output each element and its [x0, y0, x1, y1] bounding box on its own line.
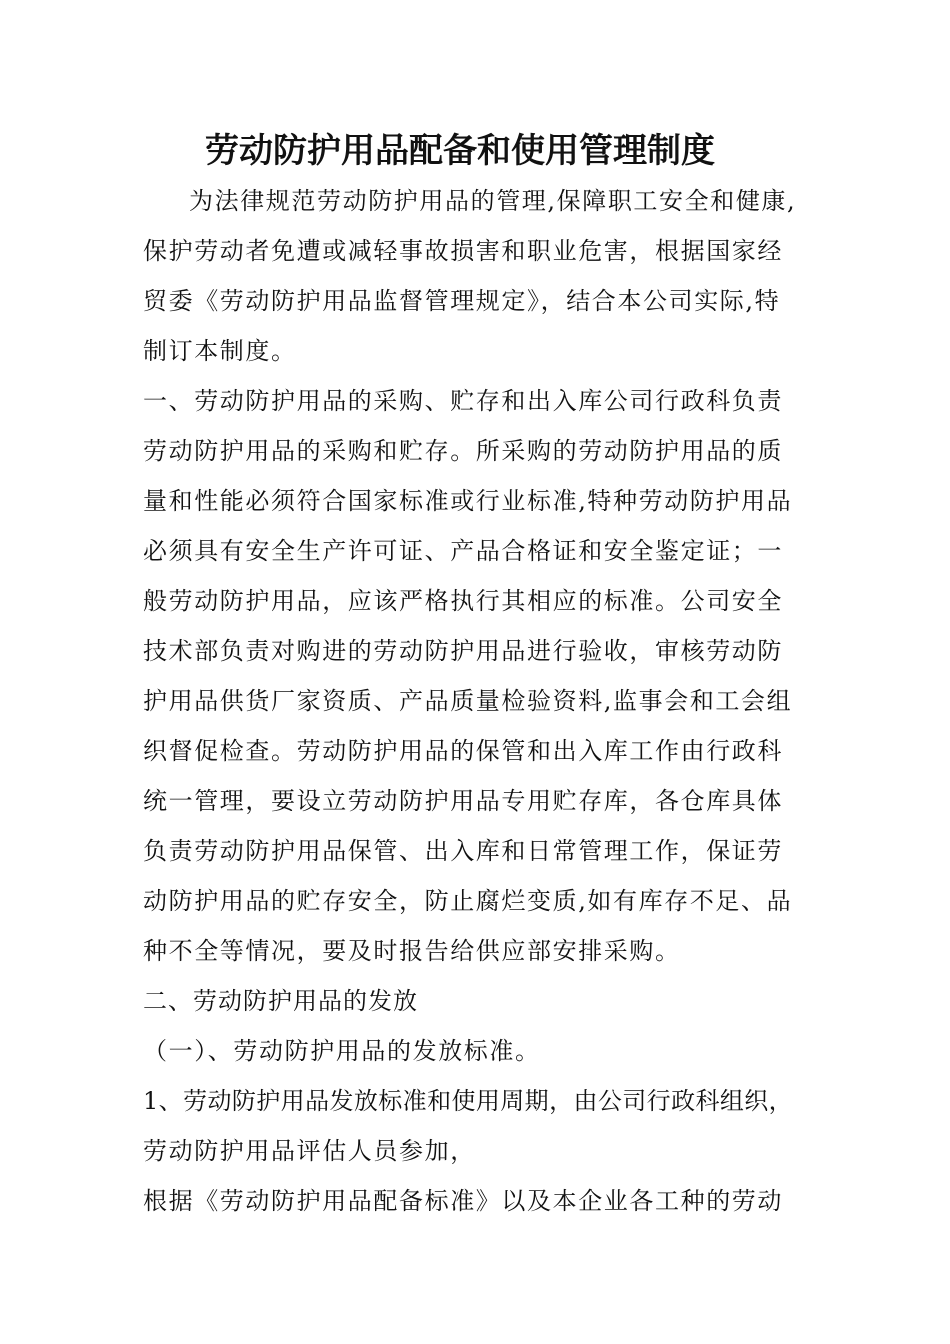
- paragraph-line: 制订本制度。: [143, 337, 297, 365]
- paragraph-line: 保护劳动者免遭或减轻事故损害和职业危害，根据国家经: [143, 237, 783, 265]
- paragraph-line: 种不全等情况，要及时报告给供应部安排采购。: [143, 937, 681, 965]
- paragraph-line: 护用品供货厂家资质、产品质量检验资料,监事会和工会组: [143, 687, 793, 715]
- paragraph-line: 技术部负责对购进的劳动防护用品进行验收，审核劳动防: [143, 637, 783, 665]
- paragraph-line: 织督促检查。劳动防护用品的保管和出入库工作由行政科: [143, 737, 783, 765]
- paragraph-line: 量和性能必须符合国家标准或行业标准,特种劳动防护用品: [143, 487, 793, 515]
- section-heading-line: 二、劳动防护用品的发放: [143, 987, 418, 1015]
- paragraph-line: 负责劳动防护用品保管、出入库和日常管理工作，保证劳: [143, 837, 783, 865]
- list-item-line: 1、劳动防护用品发放标准和使用周期，由公司行政科组织，: [143, 1087, 794, 1115]
- document-body: [143, 176, 823, 1226]
- paragraph-line: 贸委《劳动防护用品监督管理规定》，结合本公司实际,特: [143, 287, 781, 315]
- paragraph-line: 统一管理，要设立劳动防护用品专用贮存库，各仓库具体: [143, 787, 783, 815]
- paragraph-line: 根据《劳动防护用品配备标准》以及本企业各工种的劳动: [143, 1187, 783, 1215]
- paragraph-line: 般劳动防护用品，应该严格执行其相应的标准。公司安全: [143, 587, 783, 615]
- document-title: 劳动防护用品配备和使用管理制度: [205, 131, 715, 171]
- section-heading-line: 一、劳动防护用品的采购、贮存和出入库公司行政科负责: [143, 387, 783, 415]
- paragraph-line: 为法律规范劳动防护用品的管理,保障职工安全和健康,: [189, 187, 797, 215]
- paragraph-line: 劳动防护用品评估人员参加，: [143, 1137, 476, 1165]
- paragraph-line: 劳动防护用品的采购和贮存。所采购的劳动防护用品的质: [143, 437, 783, 465]
- paragraph-line: 动防护用品的贮存安全，防止腐烂变质,如有库存不足、品: [143, 887, 793, 915]
- subsection-heading-line: （一）、劳动防护用品的发放标准。: [143, 1037, 541, 1065]
- paragraph-line: 必须具有安全生产许可证、产品合格证和安全鉴定证；一: [143, 537, 783, 565]
